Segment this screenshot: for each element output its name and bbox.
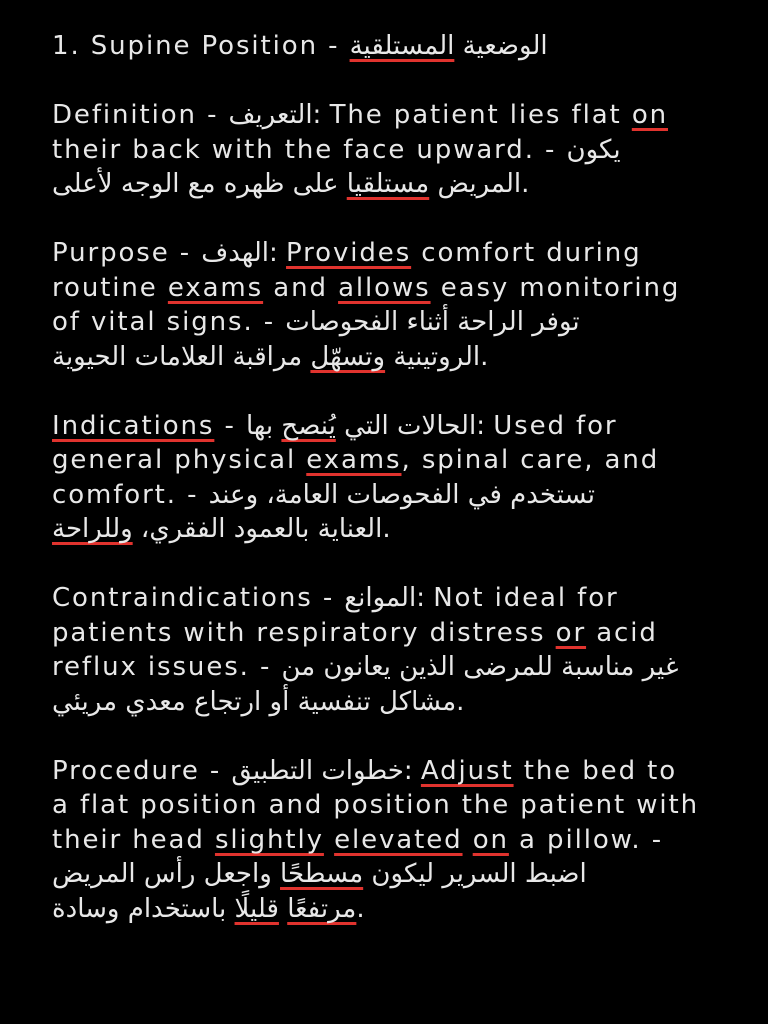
text-line (52, 478, 748, 513)
arabic-text-run: الهدف (201, 238, 269, 268)
arabic-text-run: . (382, 514, 391, 544)
text-run: patients with respiratory distress (52, 617, 556, 648)
text-run: : (269, 238, 287, 268)
misspelled-word[interactable]: وللراحة (52, 514, 133, 544)
text-run: : (403, 755, 421, 786)
text-line (52, 685, 748, 720)
arabic-text-run: خطوات التطبيق (231, 755, 404, 786)
contraindications-paragraph (52, 581, 748, 719)
misspelled-word[interactable]: on (472, 824, 509, 855)
arabic-text-run: مراقبة العلامات الحيوية. (52, 341, 489, 372)
text-line (52, 271, 748, 306)
arabic-text-run: بها (245, 410, 282, 441)
misspelled-word[interactable]: exams (306, 445, 402, 475)
text-line (52, 236, 748, 271)
text-run: routine (52, 272, 168, 303)
misspelled-word[interactable]: المستلقية (349, 31, 455, 61)
text-run: a pillow. - (508, 824, 664, 855)
misspelled-word[interactable]: or (555, 617, 587, 648)
text-run: their back with the face upward. - (52, 134, 567, 165)
arabic-text-run: توفر الراحة أثناء الفحوصات (285, 307, 580, 337)
misspelled-word[interactable]: Adjust (420, 755, 514, 786)
arabic-text-run: باستخدام وسادة. (52, 893, 365, 924)
text-line (52, 98, 748, 133)
arabic-text-run: الحالات التي (335, 410, 477, 441)
text-run: the bed to (513, 755, 678, 786)
text-line (52, 650, 748, 685)
page-title (52, 29, 748, 64)
text-run: Procedure - (52, 755, 232, 786)
arabic-text-run: المريض (429, 169, 522, 199)
text-line (52, 409, 748, 444)
misspelled-word[interactable]: elevated (334, 824, 463, 855)
text-run (324, 825, 334, 855)
text-line (52, 754, 748, 789)
misspelled-word[interactable]: Indications (52, 410, 215, 441)
text-run: of vital signs. - (52, 307, 286, 337)
text-run: : Used for (476, 410, 618, 441)
text-run: a flat position and position the patient with (52, 790, 700, 820)
text-line (52, 857, 748, 892)
text-line (52, 167, 748, 202)
text-run: , spinal care, and (401, 445, 660, 475)
arabic-text-run: العناية بالعمود الفقري، (132, 514, 383, 544)
arabic-text-run: غير مناسبة للمرضى الذين يعانون من (281, 652, 679, 682)
text-line (52, 443, 748, 478)
text-run: 1. Supine Position - (52, 31, 350, 61)
arabic-text-run: واجعل رأس المريض (52, 859, 281, 889)
procedure-paragraph (52, 754, 748, 927)
text-run (463, 825, 473, 855)
text-run: acid (586, 617, 658, 648)
text-line (52, 512, 748, 547)
text-line (52, 581, 748, 616)
misspelled-word[interactable]: on (631, 100, 668, 130)
text-run: Definition - (52, 100, 229, 130)
text-run: Purpose - (52, 238, 202, 268)
text-line (52, 823, 748, 858)
arabic-text-run: على ظهره مع الوجه لأعلى. (52, 169, 530, 199)
text-line (52, 133, 748, 168)
misspelled-word[interactable]: مرتفعًا (287, 893, 357, 924)
text-run: - (214, 410, 246, 441)
misspelled-word[interactable]: مستلقيا (346, 169, 430, 199)
text-run: general physical (52, 445, 307, 475)
arabic-text-run: اضبط السرير ليكون (363, 859, 587, 889)
text-run: easy monitoring (430, 272, 681, 303)
indications-paragraph (52, 409, 748, 547)
misspelled-word[interactable]: قليلًا (234, 893, 279, 924)
text-run: comfort during (411, 238, 642, 268)
arabic-text-run: الروتينية (385, 341, 481, 372)
misspelled-word[interactable]: Provides (286, 238, 412, 268)
text-line (52, 305, 748, 340)
arabic-text-run: الوضعية (454, 31, 548, 61)
title-paragraph (52, 29, 748, 64)
text-line (52, 892, 748, 927)
text-run: Contraindications - (52, 583, 345, 613)
text-run: reflux issues. - (52, 652, 282, 682)
purpose-paragraph (52, 236, 748, 374)
text-line (52, 788, 748, 823)
text-line (52, 340, 748, 375)
arabic-text-run: تستخدم في الفحوصات العامة، وعند (208, 479, 595, 510)
arabic-text-run (279, 894, 287, 924)
arabic-text-run: مشاكل تنفسية أو ارتجاع معدي مريئي. (52, 686, 465, 717)
misspelled-word[interactable]: allows (338, 272, 431, 303)
misspelled-word[interactable]: exams (167, 272, 264, 303)
misspelled-word[interactable]: وتسهّل (310, 341, 386, 372)
text-run: and (263, 272, 339, 303)
arabic-text-run: يكون (566, 134, 621, 165)
text-run: their head (52, 824, 215, 855)
text-run: : The patient lies flat (312, 100, 632, 130)
text-run: comfort. - (52, 479, 209, 510)
text-line (52, 616, 748, 651)
misspelled-word[interactable]: يُنصح (281, 410, 336, 441)
misspelled-word[interactable]: مسطحًا (280, 859, 364, 889)
definition-paragraph (52, 98, 748, 202)
misspelled-word[interactable]: slightly (214, 824, 324, 855)
text-run: : Not ideal for (416, 583, 619, 613)
arabic-text-run: الموانع (344, 583, 417, 613)
arabic-text-run: التعريف (228, 100, 313, 130)
